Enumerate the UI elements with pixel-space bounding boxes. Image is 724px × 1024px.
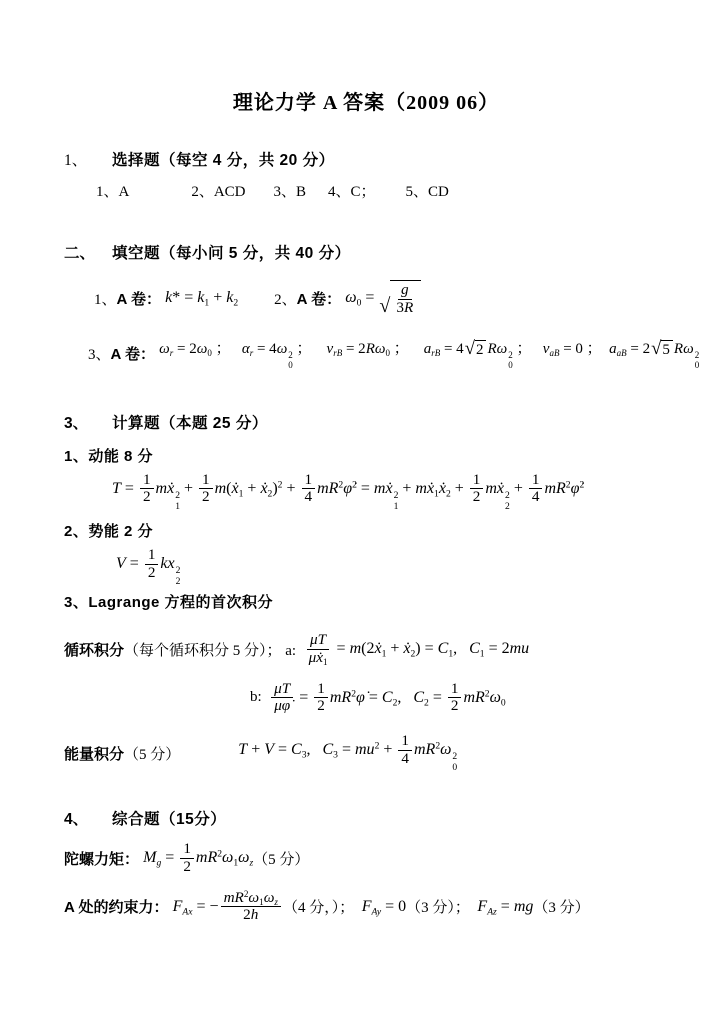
fill-item-2-formula: $\omega_0$ = √ $\frac{g}{3R}$ <box>345 280 422 316</box>
section-3-number: 3、 <box>64 414 89 432</box>
fill-item-3-label: A 卷： <box>110 346 160 364</box>
fill-item-2-label: A 卷： <box>296 290 346 308</box>
section-1-heading <box>64 148 668 170</box>
fill-blank-row-3 <box>64 337 700 371</box>
section-1-number: 1、 <box>64 152 88 169</box>
section-4-number: 4、 <box>64 811 89 829</box>
cyclic-integral-row <box>64 632 668 666</box>
section-4-heading <box>64 807 668 829</box>
section-3-title: 计算题（本题 25 分） <box>112 414 268 432</box>
kinetic-energy-equation-row <box>64 472 668 512</box>
reaction-fay-note: （3 分）； <box>406 900 478 917</box>
energy-integral-formula: $T + V = C_3$, $C_3 = mu^2$ + $\frac{1}{4}$ $mR^2\omega$ 2 0 <box>238 731 458 774</box>
potential-energy-equation-row <box>64 547 668 587</box>
reaction-faz-formula: $F_{Az}$ = mg <box>477 897 534 918</box>
gyroscopic-moment-formula: $M_g$ = $\frac{1}{2}$ $mR^2\omega_1\omega_z$ <box>143 840 254 875</box>
cyclic-integral-label: 循环积分 <box>64 641 125 659</box>
fill-item-3-number: 3、 <box>88 347 111 364</box>
kinetic-energy-formula: T = $\frac{1}{2}$ mẋ 2 1 + $\frac{1}{2}$ m(ẋ$_1$ + ẋ$_2$)$^2$ + $\frac{1}{4}$ $mR^2\varphi̇^2$ = mẋ 2 1 + mẋ$_1$ẋ$_2$ + $\frac{1}{2}$ mẋ 2 2 + $\frac{1}{4}$ $mR^2\varphi̇^2$ <box>112 470 585 512</box>
section-4-title: 综合题（15分） <box>112 811 227 829</box>
gyroscopic-moment-row <box>64 841 668 875</box>
reaction-fax-note: （4 分，）； <box>282 900 362 917</box>
gyroscopic-moment-note: （5 分） <box>253 851 310 868</box>
fill-blank-row-1 <box>64 273 668 323</box>
choice-answer-3: 3、B <box>273 184 307 200</box>
reaction-fax-formula: $F_{Ax}$ = − $\frac{mR^2\omega_1\omega_z}{2h}$ <box>173 890 283 924</box>
energy-integral-label: 能量积分 <box>64 745 125 763</box>
choice-answer-2: 2、ACD <box>191 184 246 200</box>
lagrange-label: 3、Lagrange 方程的首次积分 <box>64 594 274 612</box>
fill-item-3-formula: $\omega_r = 2\omega_0$ ； $\alpha_r = 4\omega$ 2 0 ； $v_{rB} = 2R\omega_0$ ； $a_{rB} = 4$ √ 2 Rω 2 0 ； $v_{aB} = 0$ ； $a_{aB} = 2$ √ 5 Rω 2 0 <box>159 338 700 371</box>
reaction-faz-note: （3 分） <box>533 900 590 917</box>
fill-item-2-number: 2、 <box>274 291 297 308</box>
gyroscopic-moment-label: 陀螺力矩： <box>64 850 144 868</box>
fill-item-1-formula: $k* = k_1 + k_2$ <box>165 289 239 309</box>
fill-item-1-number: 1、 <box>94 291 117 308</box>
choice-answers-row <box>64 180 668 201</box>
kinetic-energy-label: 1、动能 8 分 <box>64 447 154 465</box>
choice-answer-5: 5、CD <box>405 184 449 200</box>
cyclic-integral-formula-b: $\frac{\mu T}{\mu\varphi̇}$ = $\frac{1}{2}$ $mR^2\varphi̇ = C_2$, $C_2$ = $\frac{1}{2}$ $mR^2\omega_0$ <box>269 681 506 715</box>
choice-answer-1: 1、A <box>96 184 130 200</box>
cyclic-integral-b-label: b: <box>250 689 270 706</box>
fill-item-1-label: A 卷： <box>116 290 166 308</box>
cyclic-integral-note: （每个循环积分 5 分）； a: <box>124 642 304 659</box>
section-1-title: 选择题（每空 4 分，共 20 分） <box>112 152 335 169</box>
cyclic-integral-b-row <box>64 681 668 715</box>
reaction-force-row <box>64 890 668 924</box>
energy-integral-note: （5 分） <box>124 746 181 763</box>
potential-energy-label: 2、势能 2 分 <box>64 522 154 540</box>
section-2-title: 填空题（每小问 5 分，共 40 分） <box>112 245 351 262</box>
page-title: 理论力学 A 答案（2009 06） <box>232 92 500 114</box>
reaction-fay-formula: $F_{Ay} = 0$ <box>361 897 407 918</box>
section-2-heading <box>64 241 668 263</box>
energy-integral-row <box>64 733 668 773</box>
choice-answer-4: 4、C； <box>328 184 376 200</box>
section-2-number: 二、 <box>64 245 96 262</box>
reaction-force-label: A 处的约束力： <box>64 899 173 917</box>
cyclic-integral-formula-a: $\frac{\mu T}{\mu ẋ_1}$ = m(2ẋ$_1$ + ẋ$_2$) = $C_1$, $C_1 = 2mu$ <box>308 631 530 667</box>
potential-energy-formula: V = $\frac{1}{2}$ kx 2 2 <box>116 545 181 588</box>
section-3-heading <box>64 411 668 433</box>
